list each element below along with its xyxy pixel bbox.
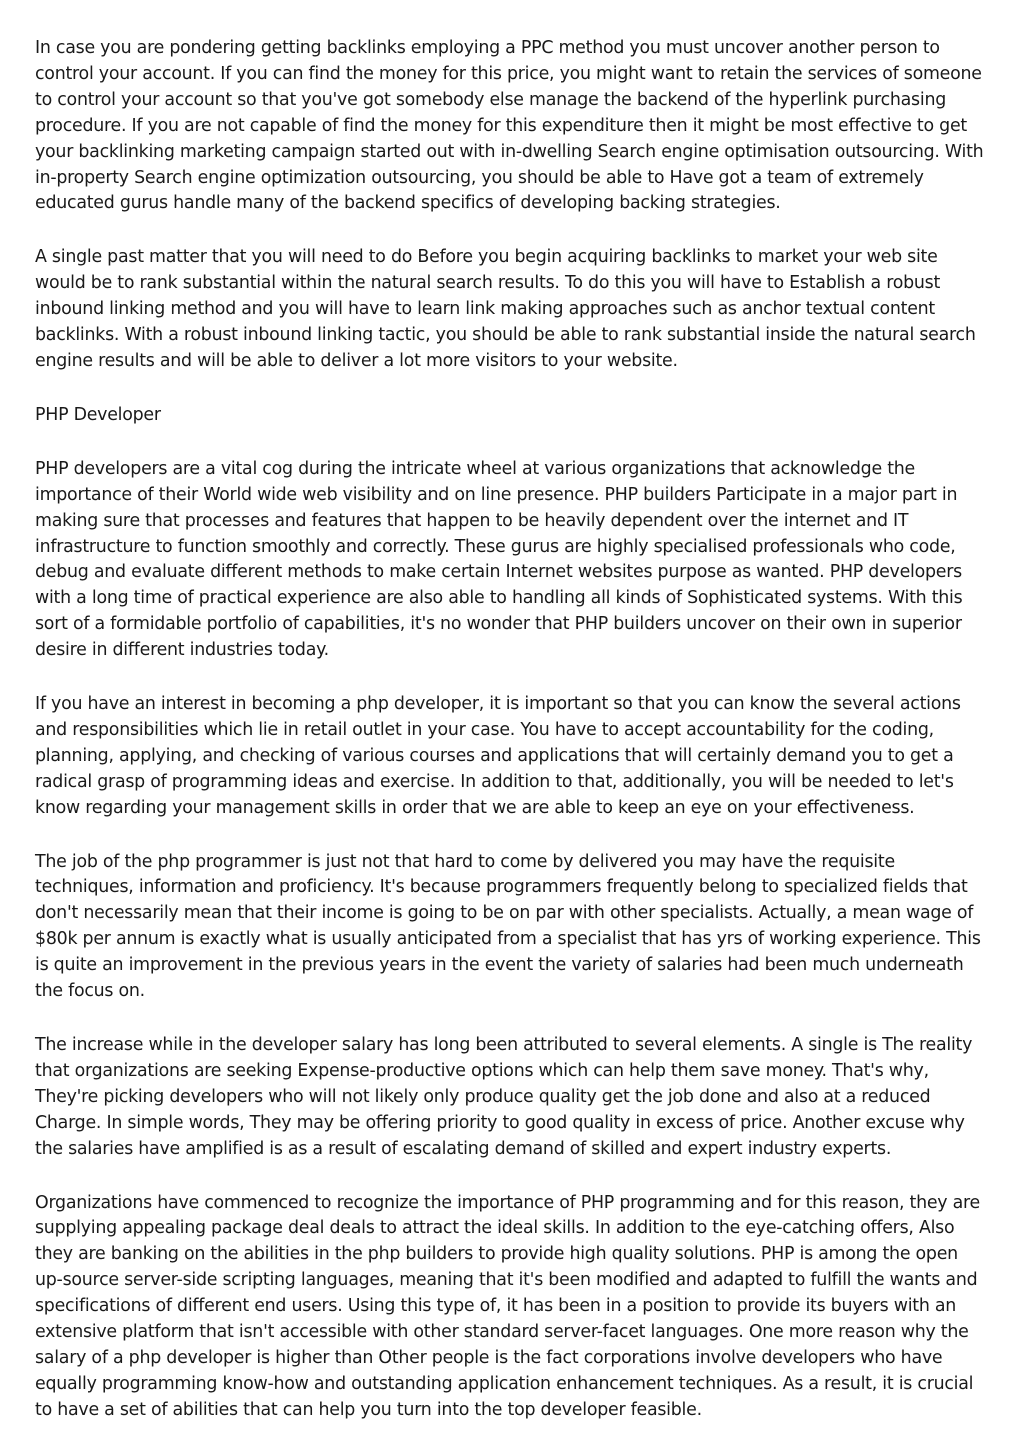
paragraph-organizations-php: Organizations have commenced to recognize the importance of PHP programming and for this reason, they are supplying appealing package deal deals to attract the ideal skills. In addition to the eye-catching offers, Also they are banking on the abilities in the php builders to provide high quality solutions. PHP is among the open up-source server-side scripting languages, meaning that it's been modified and adapted to fulfill the wants and specifications of different end users. Using this type of, it has been in a position to provide its buyers with an extensive platform that isn't accessible with other standard server-facet languages. One more reason why the salary of a php developer is higher than Other people is the fact corporations involve developers who have equally programming know-how and outstanding application enhancement techniques. As a result, it is crucial to have a set of abilities that can help you turn into the top developer feasible. <box>35 1192 981 1420</box>
paragraph-backlinks-ppc: In case you are pondering getting backlinks employing a PPC method you must uncover another person to control your account. If you can find the money for this price, you might want to retain the services of someone to control your account so that you've got somebody else manage the backend of the hyperlink purchasing procedure. If you are not capable of find the money for this expenditure then it might be most effective to get your backlinking marketing campaign started out with in-dwelling Search engine optimisation outsourcing. With in-property Search engine optimization outsourcing, you should be able to Have got a team of extremely educated gurus handle many of the backend specifics of developing backing strategies. <box>35 38 984 214</box>
paragraph-php-developers-role: PHP developers are a vital cog during the intricate wheel at various organizations that acknowledge the importance of their World wide web visibility and on line presence. PHP builders Participate in a major part in making sure that processes and features that happen to be heavily dependent over the internet and IT infrastructure to function smoothly and correctly. These gurus are highly specialised professionals who code, debug and evaluate different methods to make certain Internet websites purpose as wanted. PHP developers with a long time of practical experience are also able to handling all kinds of Sophisticated systems. With this sort of a formidable portfolio of capabilities, it's no wonder that PHP builders uncover on their own in superior desire in different industries today. <box>35 458 963 661</box>
paragraph-salary-increase: The increase while in the developer salary has long been attributed to several elements. A single is The reality that organizations are seeking Expense-productive options which can help them save money. That's why, They're picking developers who will not likely only produce quality get the job done and also at a reduced Charge. In simple words, They may be offering priority to good quality in excess of price. Another excuse why the salaries have amplified is as a result of escalating demand of skilled and expert industry experts. <box>35 1035 973 1159</box>
paragraph-backlinks-ranking: A single past matter that you will need to do Before you begin acquiring backlinks to market your web site would be to rank substantial within the natural search results. To do this you will have to Establish a robust inbound linking method and you will have to learn link making approaches such as anchor textual content backlinks. With a robust inbound linking tactic, you should be able to rank substantial inside the natural search engine results and will be able to deliver a lot more visitors to your website. <box>35 247 976 371</box>
paragraph-php-programmer-job: The job of the php programmer is just not that hard to come by delivered you may have the requisite techniques, information and proficiency. It's because programmers frequently belong to specialized fields that don't necessarily mean that their income is going to be on par with other specialists. Actually, a mean wage of $80k per annum is exactly what is usually anticipated from a specialist that has yrs of working experience. This is quite an improvement in the previous years in the event the variety of salaries had been much underneath the focus on. <box>35 851 981 1002</box>
paragraph-becoming-php-developer: If you have an interest in becoming a php developer, it is important so that you can know the several actions and responsibilities which lie in retail outlet in your case. You have to accept accountability for the coding, planning, applying, and checking of various courses and applications that will certainly demand you to get a radical grasp of programming ideas and exercise. In addition to that, additionally, you will be needed to let's know regarding your management skills in order that we are able to keep an eye on your effectiveness. <box>35 694 961 818</box>
section-heading-php-developer: PHP Developer <box>35 404 161 425</box>
